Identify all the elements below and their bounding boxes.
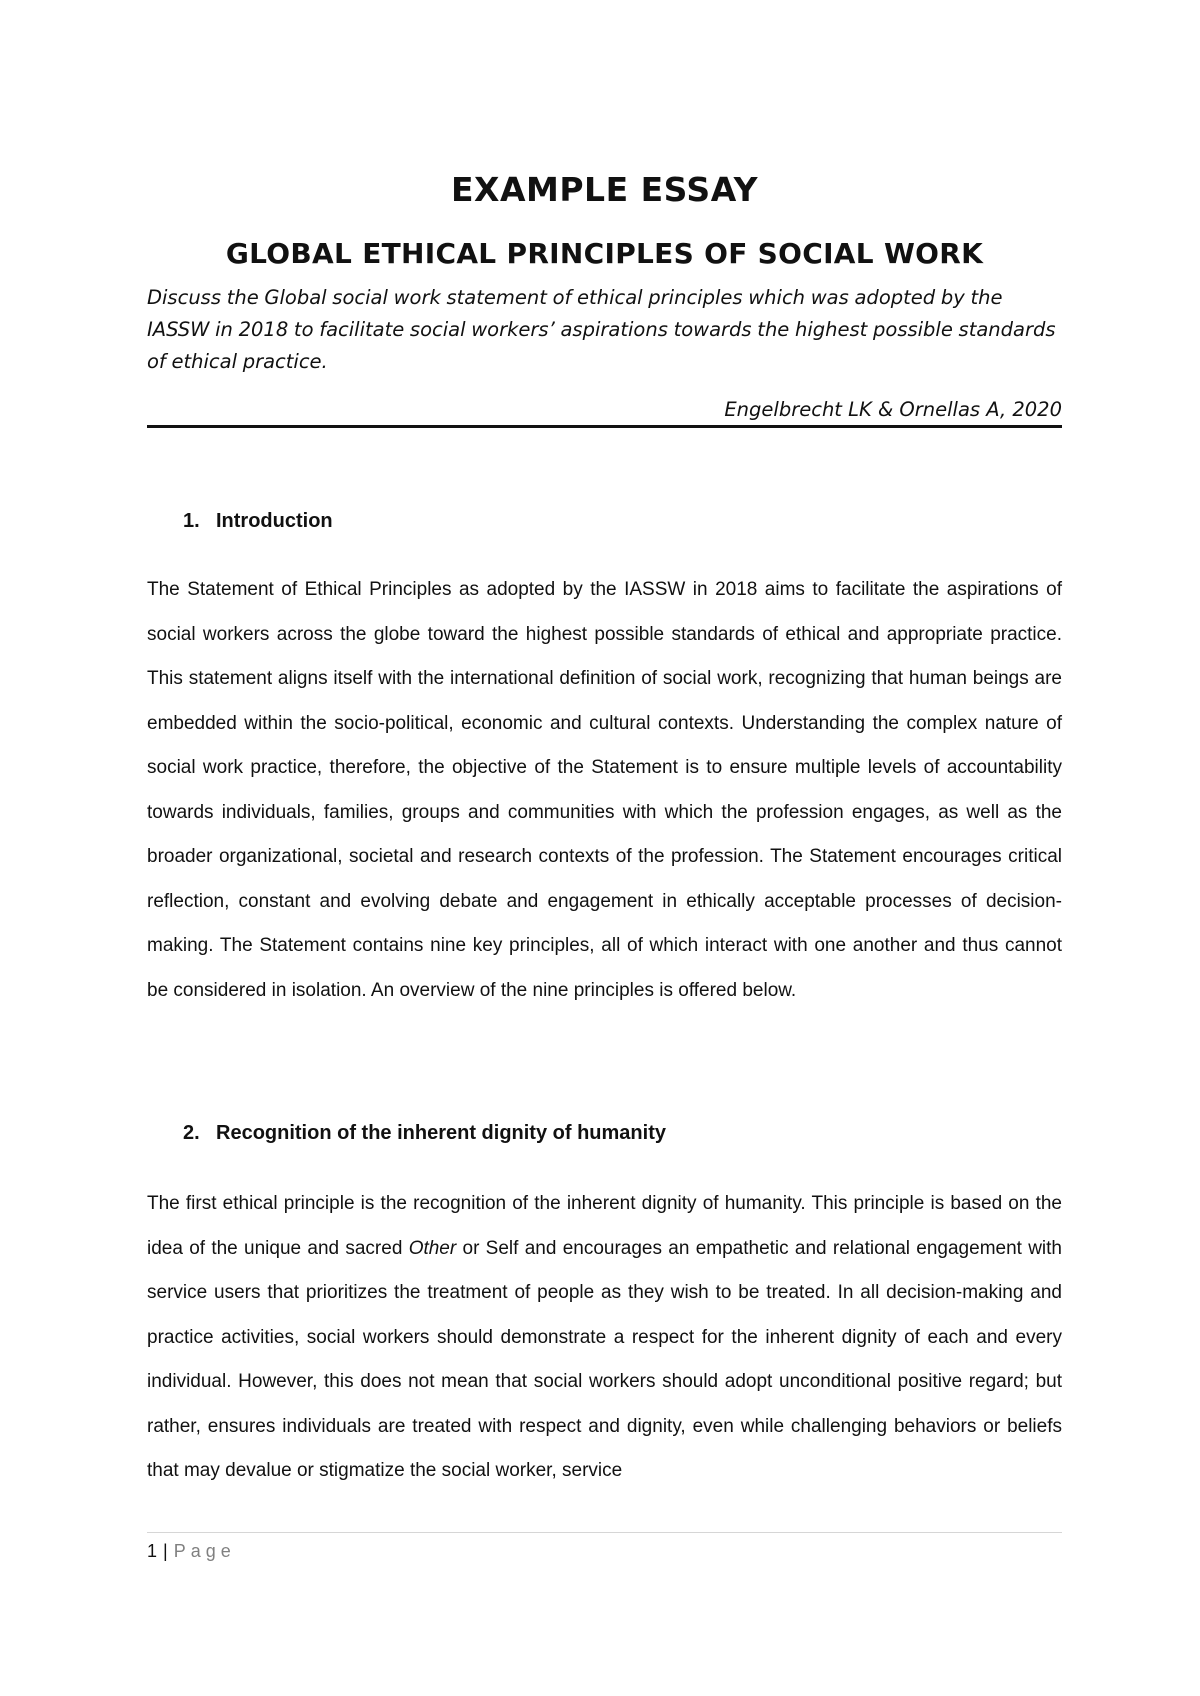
body-text: or Self and encourages an empathetic and relational engagement with service users that prioritizes the treatment of people as they wish to be treated. In all decision-making and practice activities, social workers should demonstrate a respect for the inherent dignity of each and every individual. However, this does not mean that social workers should adopt unconditional positive regard; but rather, ensures individuals are treated with respect and dignity, even while challenging behaviors or beliefs that may devalue or stigmatize the social worker, service: [147, 1237, 1063, 1481]
document-title: EXAMPLE ESSAY: [451, 170, 758, 209]
header-divider: [147, 425, 1062, 428]
body-text: The first ethical principle is the recognition of the inherent dignity of humanity. This principle is based on the idea of the unique and sacred: [147, 1193, 1062, 1259]
section-heading-dignity: [183, 1122, 666, 1145]
document-page: [147, 0, 1062, 1696]
section-title: Recognition of the inherent dignity of humanity: [216, 1122, 666, 1144]
footer-separator: |: [163, 1541, 168, 1561]
footer-divider: [147, 1532, 1062, 1533]
section-number: 1.: [183, 510, 200, 532]
page-number: 1: [147, 1541, 158, 1561]
essay-prompt: Discuss the Global social work statement of ethical principles which was adopted by the IASSW in 2018 to facilitate social workers’ aspirations towards the highest possible standards of ethical practice.: [147, 286, 1056, 373]
author-line: Engelbrecht LK & Ornellas A, 2020: [724, 398, 1062, 421]
document-subtitle: GLOBAL ETHICAL PRINCIPLES OF SOCIAL WORK: [225, 237, 984, 270]
section-body-dignity: [147, 1182, 1062, 1494]
section-number: 2.: [183, 1122, 200, 1144]
page-footer: [147, 1541, 236, 1562]
emphasis-text: Other: [408, 1237, 457, 1259]
section-heading-introduction: [183, 510, 333, 533]
section-body-introduction: The Statement of Ethical Principles as adopted by the IASSW in 2018 aims to facilitate the aspirations of social workers across the globe toward the highest possible standards of ethical and appropriate practice. This statement aligns itself with the international definition of social work, recognizing that human beings are embedded within the socio-political, economic and cultural contexts. Understanding the complex nature of social work practice, therefore, the objective of the Statement is to ensure multiple levels of accountability towards individuals, families, groups and communities with which the profession engages, as well as the broader organizational, societal and research contexts of the profession. The Statement encourages critical reflection, constant and evolving debate and engagement in ethically acceptable processes of decision-making. The Statement contains nine key principles, all of which interact with one another and thus cannot be considered in isolation. An overview of the nine principles is offered below.: [147, 579, 1062, 1001]
section-title: Introduction: [216, 510, 333, 532]
page-label: Page: [173, 1541, 236, 1561]
